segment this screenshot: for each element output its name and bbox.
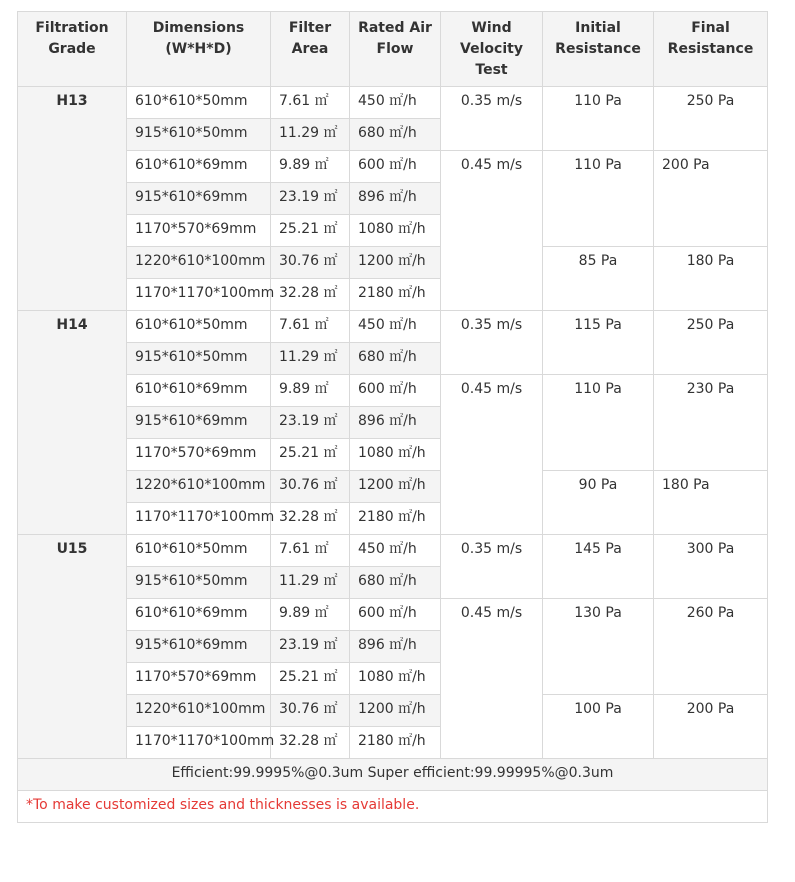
header-wind-velocity-test: Wind Velocity Test (441, 12, 543, 87)
initial-resistance-cell: 85 Pa (543, 247, 654, 311)
filter-spec-table (17, 11, 768, 823)
final-resistance-cell: 260 Pa (654, 599, 768, 695)
dimension-cell: 1170*1170*100mm (127, 503, 271, 535)
final-resistance-cell: 250 Pa (654, 87, 768, 151)
filter-area-cell: 7.61 ㎡ (271, 311, 350, 343)
dimension-cell: 1170*1170*100mm (127, 727, 271, 759)
air-flow-cell: 450 ㎡/h (350, 535, 441, 567)
table-row (18, 535, 768, 567)
air-flow-cell: 1080 ㎡/h (350, 215, 441, 247)
air-flow-cell: 2180 ㎡/h (350, 503, 441, 535)
filter-area-cell: 30.76 ㎡ (271, 247, 350, 279)
filter-area-cell: 32.28 ㎡ (271, 279, 350, 311)
initial-resistance-cell: 110 Pa (543, 151, 654, 247)
air-flow-cell: 1200 ㎡/h (350, 471, 441, 503)
filter-area-cell: 23.19 ㎡ (271, 183, 350, 215)
velocity-cell: 0.35 m/s (441, 311, 543, 375)
dimension-cell: 915*610*50mm (127, 119, 271, 151)
dimension-cell: 610*610*69mm (127, 375, 271, 407)
air-flow-cell: 1080 ㎡/h (350, 663, 441, 695)
dimension-cell: 1170*570*69mm (127, 439, 271, 471)
filter-area-cell: 9.89 ㎡ (271, 151, 350, 183)
final-resistance-cell: 180 Pa (654, 471, 768, 535)
air-flow-cell: 450 ㎡/h (350, 311, 441, 343)
header-rated-air-flow: Rated Air Flow (350, 12, 441, 87)
final-resistance-cell: 200 Pa (654, 151, 768, 247)
table-row (18, 151, 768, 183)
table-row (18, 375, 768, 407)
dimension-cell: 610*610*50mm (127, 535, 271, 567)
filter-area-cell: 23.19 ㎡ (271, 407, 350, 439)
grade-cell: H14 (18, 311, 127, 535)
table-row (18, 471, 768, 503)
dimension-cell: 610*610*50mm (127, 87, 271, 119)
dimension-cell: 915*610*69mm (127, 407, 271, 439)
air-flow-cell: 1080 ㎡/h (350, 439, 441, 471)
air-flow-cell: 2180 ㎡/h (350, 279, 441, 311)
dimension-cell: 1170*1170*100mm (127, 279, 271, 311)
initial-resistance-cell: 90 Pa (543, 471, 654, 535)
dimension-cell: 1170*570*69mm (127, 215, 271, 247)
grade-cell: U15 (18, 535, 127, 759)
table-row (18, 87, 768, 119)
filter-area-cell: 32.28 ㎡ (271, 503, 350, 535)
filter-area-cell: 32.28 ㎡ (271, 727, 350, 759)
initial-resistance-cell: 130 Pa (543, 599, 654, 695)
air-flow-cell: 2180 ㎡/h (350, 727, 441, 759)
table-row (18, 247, 768, 279)
initial-resistance-cell: 110 Pa (543, 87, 654, 151)
air-flow-cell: 450 ㎡/h (350, 87, 441, 119)
air-flow-cell: 600 ㎡/h (350, 151, 441, 183)
dimension-cell: 610*610*50mm (127, 311, 271, 343)
table-row (18, 695, 768, 727)
air-flow-cell: 600 ㎡/h (350, 599, 441, 631)
initial-resistance-cell: 145 Pa (543, 535, 654, 599)
velocity-cell: 0.45 m/s (441, 599, 543, 759)
efficiency-note: Efficient:99.9995%@0.3um Super efficient:99.99995%@0.3um (18, 759, 768, 791)
air-flow-cell: 896 ㎡/h (350, 407, 441, 439)
velocity-cell: 0.35 m/s (441, 535, 543, 599)
initial-resistance-cell: 100 Pa (543, 695, 654, 759)
dimension-cell: 1170*570*69mm (127, 663, 271, 695)
final-resistance-cell: 250 Pa (654, 311, 768, 375)
filter-area-cell: 25.21 ㎡ (271, 215, 350, 247)
air-flow-cell: 1200 ㎡/h (350, 695, 441, 727)
air-flow-cell: 896 ㎡/h (350, 631, 441, 663)
final-resistance-cell: 230 Pa (654, 375, 768, 471)
filter-area-cell: 25.21 ㎡ (271, 663, 350, 695)
header-initial-resistance: Initial Resistance (543, 12, 654, 87)
final-resistance-cell: 300 Pa (654, 535, 768, 599)
filter-area-cell: 7.61 ㎡ (271, 535, 350, 567)
header-row (18, 12, 768, 87)
filter-area-cell: 9.89 ㎡ (271, 599, 350, 631)
filter-area-cell: 25.21 ㎡ (271, 439, 350, 471)
filter-area-cell: 23.19 ㎡ (271, 631, 350, 663)
header-dimensions: Dimensions (W*H*D) (127, 12, 271, 87)
dimension-cell: 1220*610*100mm (127, 695, 271, 727)
air-flow-cell: 896 ㎡/h (350, 183, 441, 215)
dimension-cell: 915*610*50mm (127, 343, 271, 375)
filter-area-cell: 11.29 ㎡ (271, 567, 350, 599)
dimension-cell: 610*610*69mm (127, 151, 271, 183)
custom-size-note: *To make customized sizes and thicknesses is available. (18, 791, 768, 823)
final-resistance-cell: 180 Pa (654, 247, 768, 311)
header-final-resistance: Final Resistance (654, 12, 768, 87)
efficiency-row (18, 759, 768, 791)
table-row (18, 599, 768, 631)
dimension-cell: 915*610*69mm (127, 183, 271, 215)
custom-note-row (18, 791, 768, 823)
air-flow-cell: 600 ㎡/h (350, 375, 441, 407)
dimension-cell: 915*610*69mm (127, 631, 271, 663)
final-resistance-cell: 200 Pa (654, 695, 768, 759)
air-flow-cell: 680 ㎡/h (350, 119, 441, 151)
air-flow-cell: 680 ㎡/h (350, 343, 441, 375)
air-flow-cell: 1200 ㎡/h (350, 247, 441, 279)
velocity-cell: 0.35 m/s (441, 87, 543, 151)
table-row (18, 311, 768, 343)
filter-area-cell: 11.29 ㎡ (271, 119, 350, 151)
dimension-cell: 1220*610*100mm (127, 247, 271, 279)
dimension-cell: 610*610*69mm (127, 599, 271, 631)
grade-cell: H13 (18, 87, 127, 311)
filter-area-cell: 30.76 ㎡ (271, 471, 350, 503)
filter-area-cell: 30.76 ㎡ (271, 695, 350, 727)
header-filtration-grade: Filtration Grade (18, 12, 127, 87)
velocity-cell: 0.45 m/s (441, 375, 543, 535)
velocity-cell: 0.45 m/s (441, 151, 543, 311)
filter-area-cell: 11.29 ㎡ (271, 343, 350, 375)
filter-area-cell: 7.61 ㎡ (271, 87, 350, 119)
initial-resistance-cell: 115 Pa (543, 311, 654, 375)
filter-area-cell: 9.89 ㎡ (271, 375, 350, 407)
dimension-cell: 1220*610*100mm (127, 471, 271, 503)
initial-resistance-cell: 110 Pa (543, 375, 654, 471)
air-flow-cell: 680 ㎡/h (350, 567, 441, 599)
header-filter-area: Filter Area (271, 12, 350, 87)
dimension-cell: 915*610*50mm (127, 567, 271, 599)
